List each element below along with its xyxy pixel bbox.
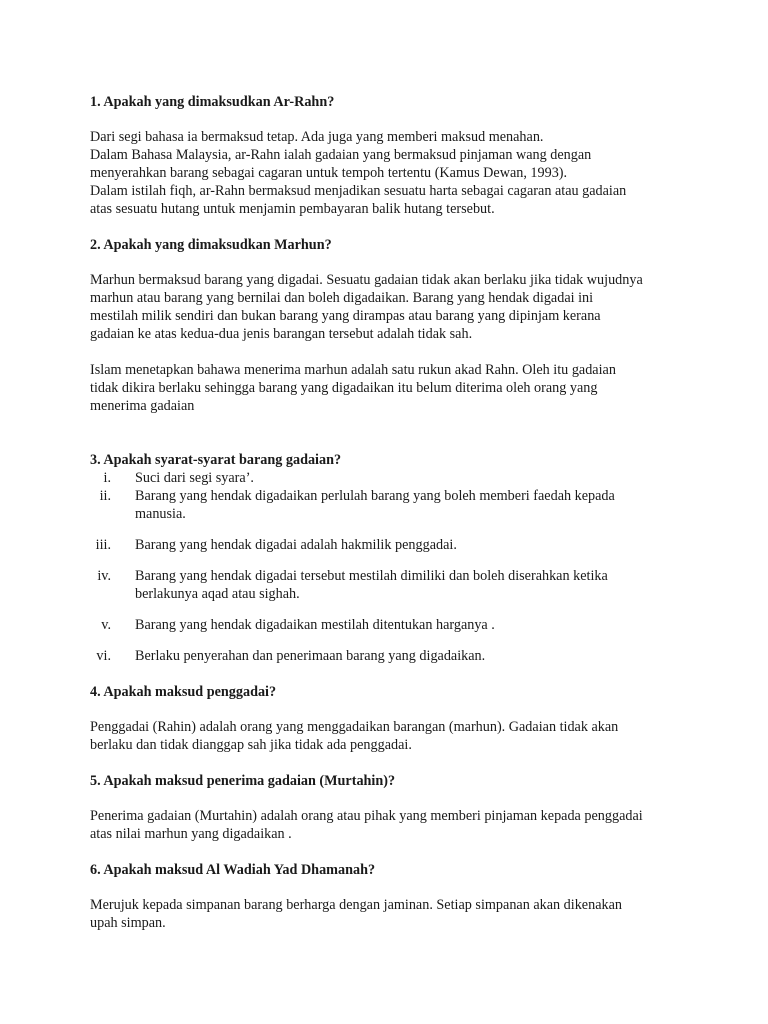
list-item	[90, 647, 690, 665]
list-item-number: iii.	[95, 537, 111, 553]
list-item	[90, 469, 690, 487]
document-content	[90, 93, 690, 932]
question-5-heading: 5. Apakah maksud penerima gadaian (Murtahin)?	[90, 773, 396, 789]
list-item-text: Suci dari segi syara’.	[135, 470, 254, 486]
q2-para2-line: Islam menetapkan bahawa menerima marhun adalah satu rukun akad Rahn. Oleh itu gadaian	[90, 362, 616, 378]
list-item-text: Barang yang hendak digadai tersebut mestilah dimiliki dan boleh diserahkan ketika	[135, 568, 608, 584]
q4-line: berlaku dan tidak dianggap sah jika tidak ada penggadai.	[90, 737, 412, 753]
question-6-heading: 6. Apakah maksud Al Wadiah Yad Dhamanah?	[90, 862, 376, 878]
list-item	[90, 536, 690, 554]
list-item-text: manusia.	[135, 506, 186, 522]
q2-para2-line: menerima gadaian	[90, 398, 195, 414]
q1-line: Dalam istilah fiqh, ar-Rahn bermaksud menjadikan sesuatu harta sebagai cagaran atau gadaian	[90, 183, 627, 199]
list-item	[90, 567, 690, 603]
q1-line: Dari segi bahasa ia bermaksud tetap. Ada juga yang memberi maksud menahan.	[90, 129, 544, 145]
list-item-text: Berlaku penyerahan dan penerimaan barang yang digadaikan.	[135, 648, 486, 664]
q1-line: Dalam Bahasa Malaysia, ar-Rahn ialah gadaian yang bermaksud pinjaman wang dengan	[90, 147, 592, 163]
q5-line: Penerima gadaian (Murtahin) adalah orang atau pihak yang memberi pinjaman kepada penggadai	[90, 808, 643, 824]
list-item-number: i.	[103, 470, 111, 486]
q4-line: Penggadai (Rahin) adalah orang yang menggadaikan barangan (marhun). Gadaian tidak akan	[90, 719, 619, 735]
q6-line: Merujuk kepada simpanan barang berharga dengan jaminan. Setiap simpanan akan dikenakan	[90, 897, 622, 913]
list-item	[90, 616, 690, 634]
list-item-text: Barang yang hendak digadai adalah hakmilik penggadai.	[135, 537, 457, 553]
list-item-text: Barang yang hendak digadaikan mestilah ditentukan harganya .	[135, 617, 495, 633]
q2-para1-line: Marhun bermaksud barang yang digadai. Sesuatu gadaian tidak akan berlaku jika tidak wujudnya	[90, 272, 643, 288]
q2-para1-line: gadaian ke atas kedua-dua jenis barangan tersebut adalah tidak sah.	[90, 326, 473, 342]
question-2-heading: 2. Apakah yang dimaksudkan Marhun?	[90, 237, 332, 253]
list-item-number: vi.	[96, 648, 111, 664]
q5-line: atas nilai marhun yang digadaikan .	[90, 826, 292, 842]
question-4-heading: 4. Apakah maksud penggadai?	[90, 684, 277, 700]
q2-para1-line: marhun atau barang yang bernilai dan boleh digadaikan. Barang yang hendak digadai ini	[90, 290, 594, 306]
syarat-list	[90, 469, 690, 665]
list-item-text: Barang yang hendak digadaikan perlulah barang yang boleh memberi faedah kepada	[135, 488, 615, 504]
q1-line: menyerahkan barang sebagai cagaran untuk tempoh tertentu (Kamus Dewan, 1993).	[90, 165, 568, 181]
question-3-heading: 3. Apakah syarat-syarat barang gadaian?	[90, 452, 342, 468]
list-item-number: iv.	[97, 568, 111, 584]
list-item-number: ii.	[99, 488, 111, 504]
q2-para2-line: tidak dikira berlaku sehingga barang yang digadaikan itu belum diterima oleh orang yang	[90, 380, 598, 396]
list-item	[90, 487, 690, 523]
question-1-heading: 1. Apakah yang dimaksudkan Ar-Rahn?	[90, 94, 335, 110]
q2-para1-line: mestilah milik sendiri dan bukan barang yang dirampas atau barang yang dipinjam kerana	[90, 308, 601, 324]
list-item-text: berlakunya aqad atau sighah.	[135, 586, 300, 602]
list-item-number: v.	[101, 617, 111, 633]
q1-line: atas sesuatu hutang untuk menjamin pembayaran balik hutang tersebut.	[90, 201, 495, 217]
q6-line: upah simpan.	[90, 915, 166, 931]
